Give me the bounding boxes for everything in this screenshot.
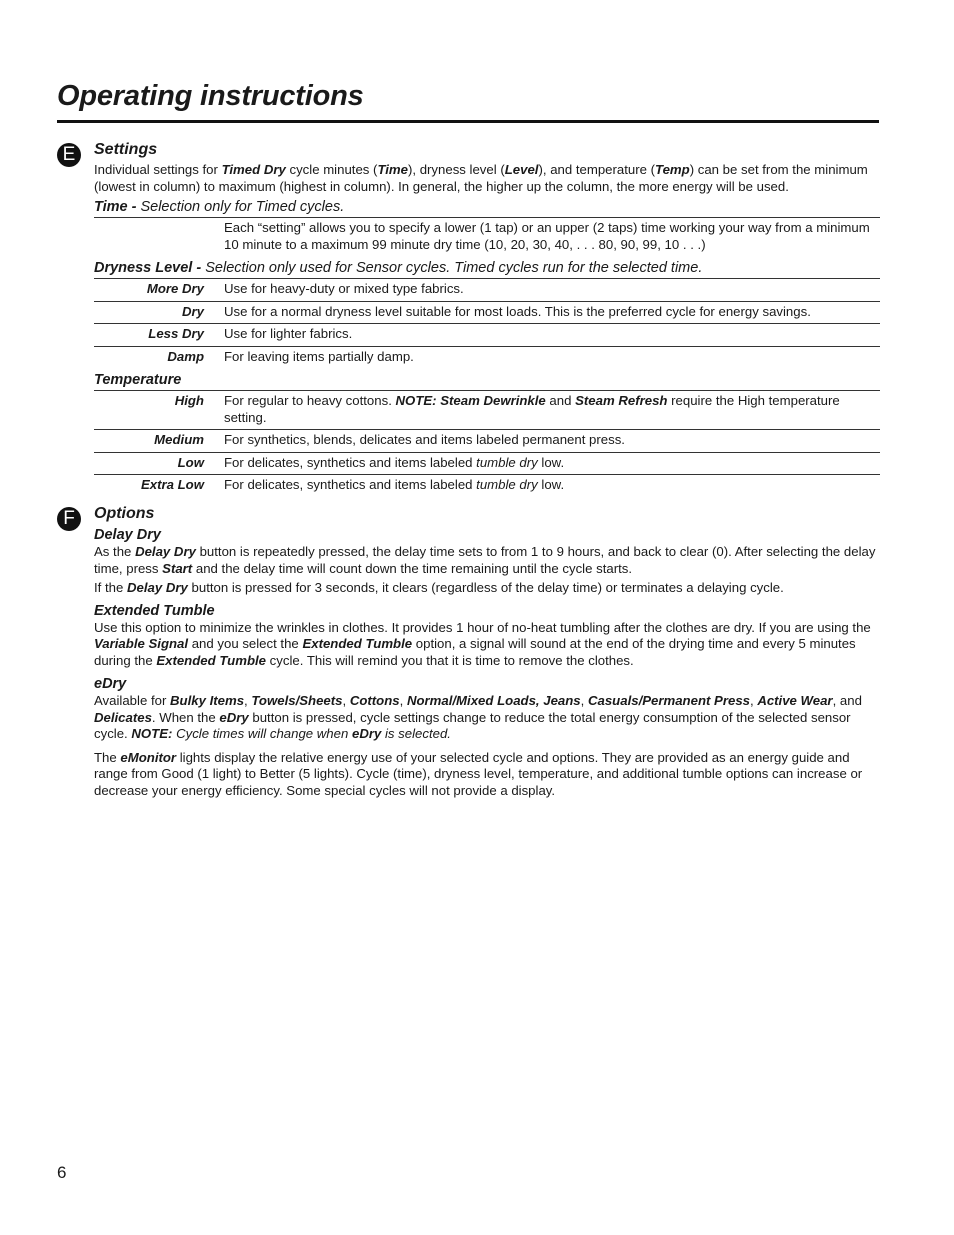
row-text: Each “setting” allows you to specify a lower (1 tap) or an upper (2 taps) time working your way from a minimum 10 minute to a maximum 99 minute dry time (10, 20, 30, 40, . . . 80, 90, 99, 10 . . .) [224,220,870,252]
table-row [94,301,880,324]
text-run: , [580,693,588,708]
text-run: button is pressed for 3 seconds, it clears (regardless of the delay time) or terminates a delaying cycle. [187,580,784,595]
settings-heading: Settings [94,141,158,158]
text-run: lights display the relative energy use of your selected cycle and options. They are provided as an energy guide and range from Good (1 light) to Better (5 lights). Cycle (time), dryness level, temperature, and additional tumble options can increase or decrease your energy efficiency. Some special cycles will not provide a display. [94,749,863,798]
extended-tumble-heading: Extended Tumble [94,602,215,619]
temperature-rows [94,391,880,497]
dryness-desc: Selection only used for Sensor cycles. Timed cycles run for the selected time. [205,260,703,276]
text-run: and [545,393,576,408]
text-run: and you select the [188,636,303,651]
dryness-label: Dryness Level - [94,260,206,276]
text-run: , [399,693,407,708]
text-run: Temp [655,162,690,177]
text-run: If the [94,580,127,595]
table-row [94,279,880,302]
text-run: Available for [94,693,170,708]
text-run: Start [162,560,193,576]
time-table [94,217,880,256]
text-run: Extended Tumble [302,636,413,651]
row-text [224,391,880,430]
text-run: low. [537,454,565,470]
text-run: Delay Dry [127,580,188,595]
edry-heading: eDry [94,676,127,692]
text-run: require the High temperature setting. [224,393,840,425]
text-run: tumble dry [476,454,538,470]
text-run: tumble dry [476,477,538,492]
time-rows [94,218,880,257]
text-run: ) can be set from the minimum (lowest in column) to maximum (highest in column). In general, the higher up the column, the more energy will be used. [94,162,868,194]
text-run: eDry [351,726,382,741]
row-text [224,452,880,475]
options-section [94,504,880,802]
text-run: eDry [219,709,249,725]
edry-para-1 [94,693,880,743]
settings-section [94,140,880,500]
row-text: For leaving items partially damp. [224,348,414,364]
table-row [94,391,880,430]
text-run: Cycle times will change when [172,726,352,741]
extended-tumble-para [94,620,880,670]
row-text: Use for a normal dryness level suitable for most loads. This is the preferred cycle for energy savings. [224,303,811,319]
text-run: Delay Dry [135,544,196,559]
text-run: eMonitor [120,749,177,765]
text-run: Active Wear [757,693,833,708]
text-run: , [244,693,252,708]
text-run: Use this option to minimize the wrinkles in clothes. It provides 1 hour of no-heat tumbling after the clothes are dry. If you are using the [94,619,871,635]
delay-dry-heading: Delay Dry [94,527,161,543]
text-run: Variable Signal [94,636,189,651]
title-rule [57,120,879,123]
row-text [224,475,880,497]
row-text: Use for heavy-duty or mixed type fabrics. [224,281,464,296]
edry-para-2 [94,750,880,800]
row-label: Dry [182,303,204,319]
text-run: Casuals/Permanent Press [587,693,750,708]
text-run: For synthetics, blends, delicates and items labeled permanent press. [224,432,625,447]
text-run: For delicates, synthetics and items labeled [224,454,477,470]
dryness-heading [94,259,880,277]
text-run: is selected. [381,726,451,741]
table-row [94,475,880,497]
text-run: Time [377,162,408,177]
dryness-rows [94,279,880,369]
text-run: . When the [151,709,220,725]
text-run: , [749,693,758,708]
text-run: ), dryness level ( [407,162,505,177]
text-run: and the delay time will count down the time remaining until the cycle starts. [192,560,633,576]
settings-intro [94,162,880,195]
table-row [94,324,880,347]
section-marker-e: E [57,143,81,167]
row-label: High [174,393,204,408]
row-text: Use for lighter fabrics. [224,326,353,341]
row-label: More Dry [146,281,204,296]
time-label: Time - [94,199,141,215]
text-run: low. [537,477,565,492]
table-row [94,452,880,475]
row-text [224,430,880,453]
text-run: Towels/Sheets [251,693,343,708]
text-run: As the [94,544,136,559]
text-run: NOTE: [131,726,173,741]
time-heading [94,198,880,216]
text-run: Delicates [94,709,152,725]
page-title: Operating instructions [57,80,364,112]
time-desc: Selection only for Timed cycles. [140,199,345,215]
text-run: Steam Refresh [575,393,668,408]
row-label: Low [177,454,204,470]
row-label: Less Dry [148,326,204,341]
text-run: Level [504,162,539,177]
page-number: 6 [57,1163,67,1182]
text-run: Cottons [349,693,400,708]
text-run: cycle. This will remind you that it is time to remove the clothes. [266,652,634,668]
dryness-table [94,278,880,368]
temperature-table [94,390,880,497]
row-label: Medium [154,432,204,447]
text-run: For regular to heavy cottons. [224,393,396,408]
delay-dry-para-2 [94,580,880,597]
text-run: option, a signal will sound at the end of the drying time and every 5 minutes during the [94,636,856,668]
text-run: Timed Dry [221,162,286,177]
text-run: button is repeatedly pressed, the delay time sets to from 1 to 9 hours, and back to clear (0). After selecting the delay time, press [94,544,876,576]
row-label: Damp [167,348,204,364]
text-run: , and [832,693,862,708]
table-row [94,346,880,368]
text-run: Extended Tumble [156,652,267,668]
text-run: The [94,749,121,765]
row-label: Extra Low [140,477,204,492]
table-row [94,218,880,257]
text-run: , [342,693,350,708]
text-run: ), and temperature ( [538,162,656,177]
text-run: Normal/Mixed Loads, Jeans [406,693,581,708]
text-run: button is pressed, cycle settings change to reduce the total energy consumption of the selected sensor cycle. [94,709,851,741]
options-heading: Options [94,505,155,522]
text-run: Individual settings for [94,162,222,177]
temperature-heading: Temperature [94,372,182,388]
row-label [94,218,224,257]
text-run: For delicates, synthetics and items labeled [224,477,477,492]
text-run: Bulky Items [170,693,245,708]
table-row [94,430,880,453]
text-run: cycle minutes ( [285,162,378,177]
section-marker-f: F [57,507,81,531]
delay-dry-para-1 [94,544,880,577]
text-run: NOTE: Steam Dewrinkle [395,393,546,408]
